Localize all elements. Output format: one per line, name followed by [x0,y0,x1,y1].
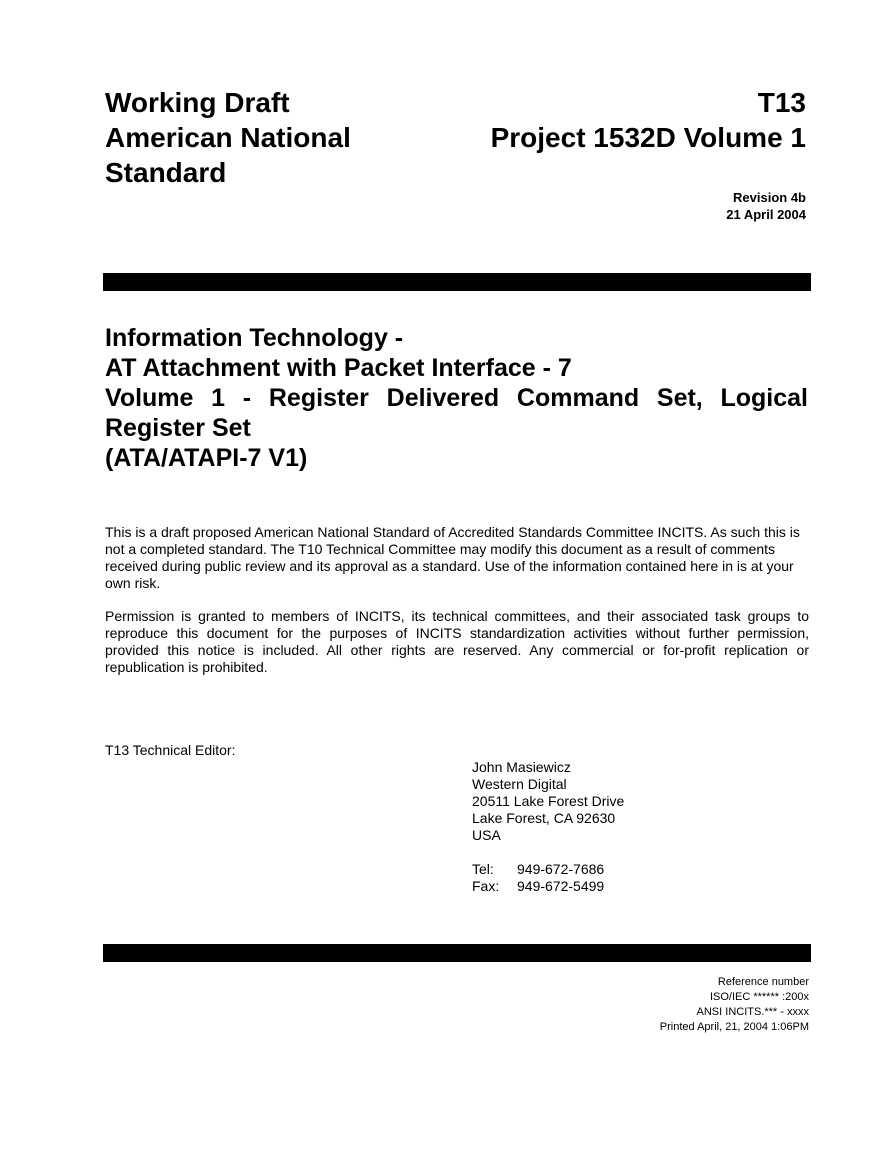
title-line-4: Register Set [105,414,251,442]
editor-label: T13 Technical Editor: [105,742,236,758]
project-name: Project 1532D Volume 1 [490,122,806,153]
revision-date: 21 April 2004 [726,207,806,222]
project-heading [386,85,806,155]
title-line-3: Volume 1 - Register Delivered Command Set, Logical [105,384,808,412]
committee-name: T13 [757,87,806,118]
draft-notice-paragraph: This is a draft proposed American National Standard of Accredited Standards Committee INCITS. As such this is not a completed standard. The T10 Technical Committee may modify this document as a result of comments received during public review and its approval as a standard. Use of the information contained here in is at your own risk. [105,524,800,591]
status-line-1: Working Draft [105,87,290,118]
address-spacer [472,844,624,861]
telephone-row [472,861,624,878]
printed-date: Printed April, 21, 2004 1:06PM [659,1021,809,1033]
status-line-3: Standard [105,157,227,188]
permission-paragraph: Permission is granted to members of INCITS, its technical committees, and their associated task groups to reproduce this document for the purposes of INCITS standardization activities without further permission, provided this notice is included. All other rights are reserved. Any commercial or for-profit replication or republication is prohibited. [105,608,809,675]
title-line-2: AT Attachment with Packet Interface - 7 [105,354,572,382]
editor-city: Lake Forest, CA 92630 [472,810,616,826]
fax-label: Fax: [472,878,500,894]
editor-name: John Masiewicz [472,759,571,775]
iso-reference: ISO/IEC ****** :200x [709,991,809,1003]
fax-number: 949-672-5499 [517,878,605,894]
document-title [105,323,808,473]
editor-country: USA [472,827,501,843]
title-line-5: (ATA/ATAPI-7 V1) [105,444,308,472]
bottom-divider-bar [103,944,811,962]
tel-number: 949-672-7686 [517,861,605,877]
ansi-reference: ANSI INCITS.*** - xxxx [696,1006,809,1018]
top-divider-bar [103,273,811,291]
reference-label: Reference number [717,976,809,988]
editor-address [472,759,624,895]
fax-row [472,878,624,895]
reference-block [660,975,809,1035]
editor-street: 20511 Lake Forest Drive [472,793,625,809]
tel-label: Tel: [472,861,494,877]
revision-block [726,189,806,223]
revision-label: Revision 4b [733,190,806,205]
editor-company: Western Digital [472,776,567,792]
title-line-1: Information Technology - [105,324,404,352]
status-line-2: American National [105,122,351,153]
